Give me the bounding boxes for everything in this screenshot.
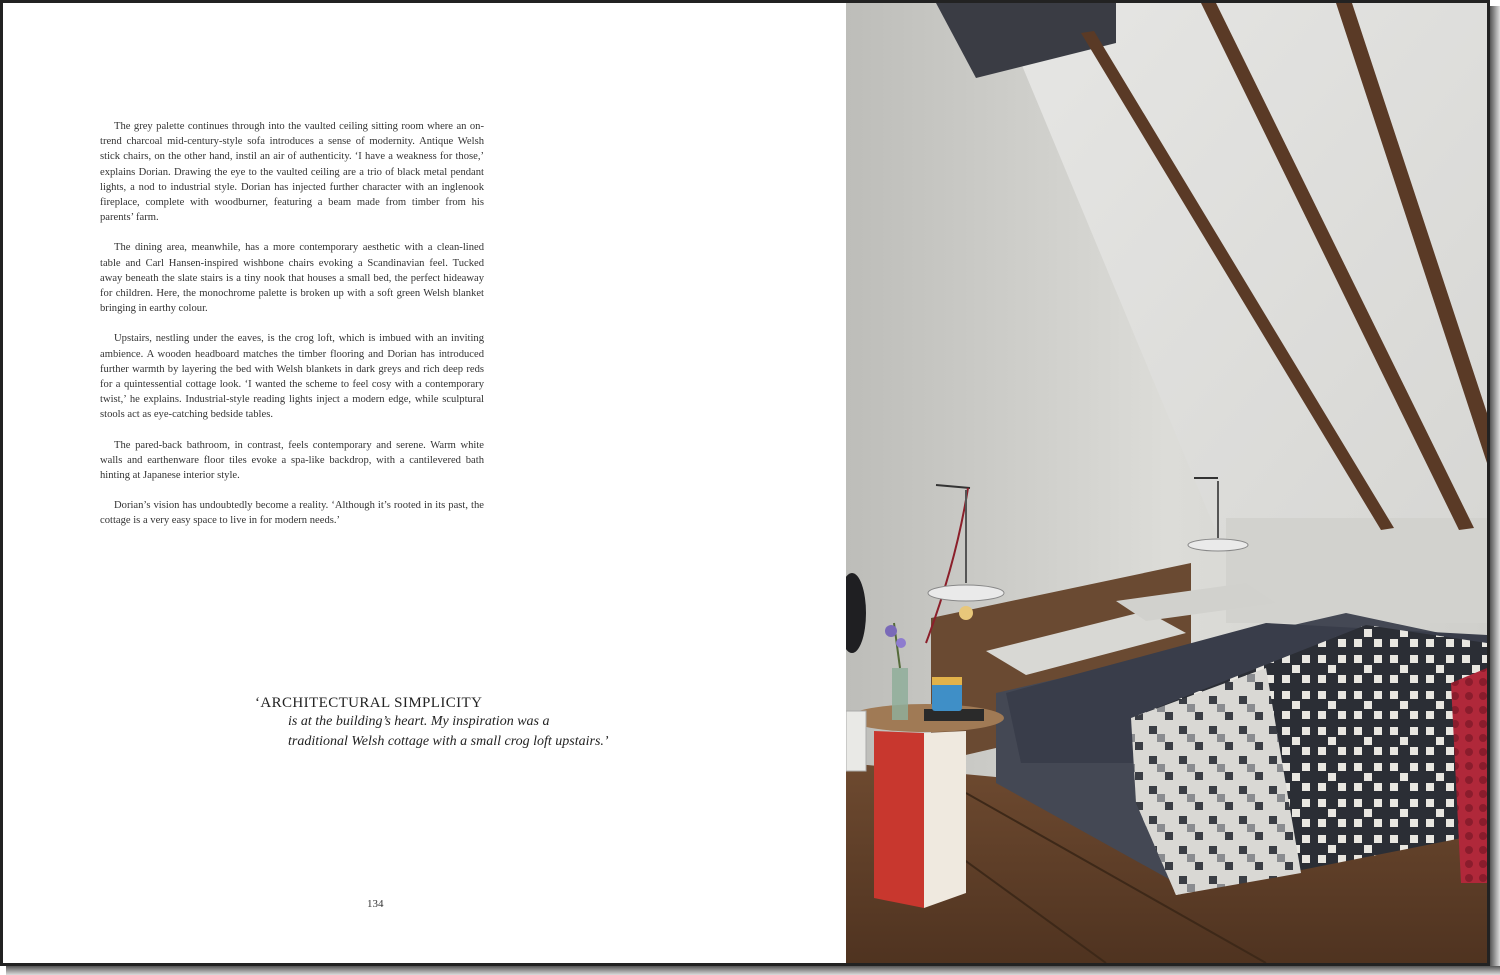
paragraph-1: The grey palette continues through into the vaulted ceiling sitting room where an on-trend charcoal mid-century-style sofa introduces a sense of modernity. Antique Welsh stick chairs, on the other hand, instil an air of authenticity. ‘I have a weakness for those,’ explains Dorian. Drawing the eye to the vaulted ceiling are a trio of black metal pendant lights, a nod to industrial style. Dorian has injected further character with an inglenook fireplace, complete with woodburner, featuring a beam made from timber from his parents’ farm. [100, 121, 484, 224]
paragraph-5: Dorian’s vision has undoubtedly become a reality. ‘Although it’s rooted in its past, the cottage is a very easy space to live in for modern needs.’ [100, 500, 484, 527]
page-shadow-right [1490, 6, 1500, 975]
bedroom-illustration [846, 3, 1487, 963]
page-number: 134 [367, 898, 384, 910]
pull-quote-line-2: traditional Welsh cottage with a small crog loft upstairs.’ [288, 734, 609, 749]
paragraph-3: Upstairs, nestling under the eaves, is the crog loft, which is imbued with an inviting ambience. A wooden headboard matches the timber flooring and Dorian has introduced further warmth by layering the bed with Welsh blankets in dark greys and rich deep reds for a quintessential cottage look. ‘I wanted the scheme to feel cosy with a contemporary twist,’ he explains. Industrial-style reading lights inject a modern edge, while sculptural stools act as eye-catching bedside tables. [100, 333, 484, 421]
body-text [100, 119, 484, 544]
paragraph-4: The pared-back bathroom, in contrast, feels contemporary and serene. Warm white walls and earthenware floor tiles evoke a spa-like backdrop, with a cantilevered bath hinting at Japanese interior style. [100, 439, 484, 482]
page-shadow-bottom [6, 966, 1500, 975]
pull-quote-line-1: is at the building’s heart. My inspiration was a [288, 714, 550, 729]
bedroom-photo [846, 3, 1487, 963]
pull-quote-head: ‘ARCHITECTURAL SIMPLICITY [255, 695, 483, 711]
paragraph-2: The dining area, meanwhile, has a more contemporary aesthetic with a clean-lined table and Carl Hansen-inspired wishbone chairs evoking a Scandinavian feel. Tucked away beneath the slate stairs is a tiny nook that houses a small bed, the perfect hideaway for children. Here, the monochrome palette is broken up with a soft green Welsh blanket bringing in earthy colour. [100, 242, 484, 315]
left-page [3, 3, 846, 963]
pull-quote [255, 695, 635, 752]
